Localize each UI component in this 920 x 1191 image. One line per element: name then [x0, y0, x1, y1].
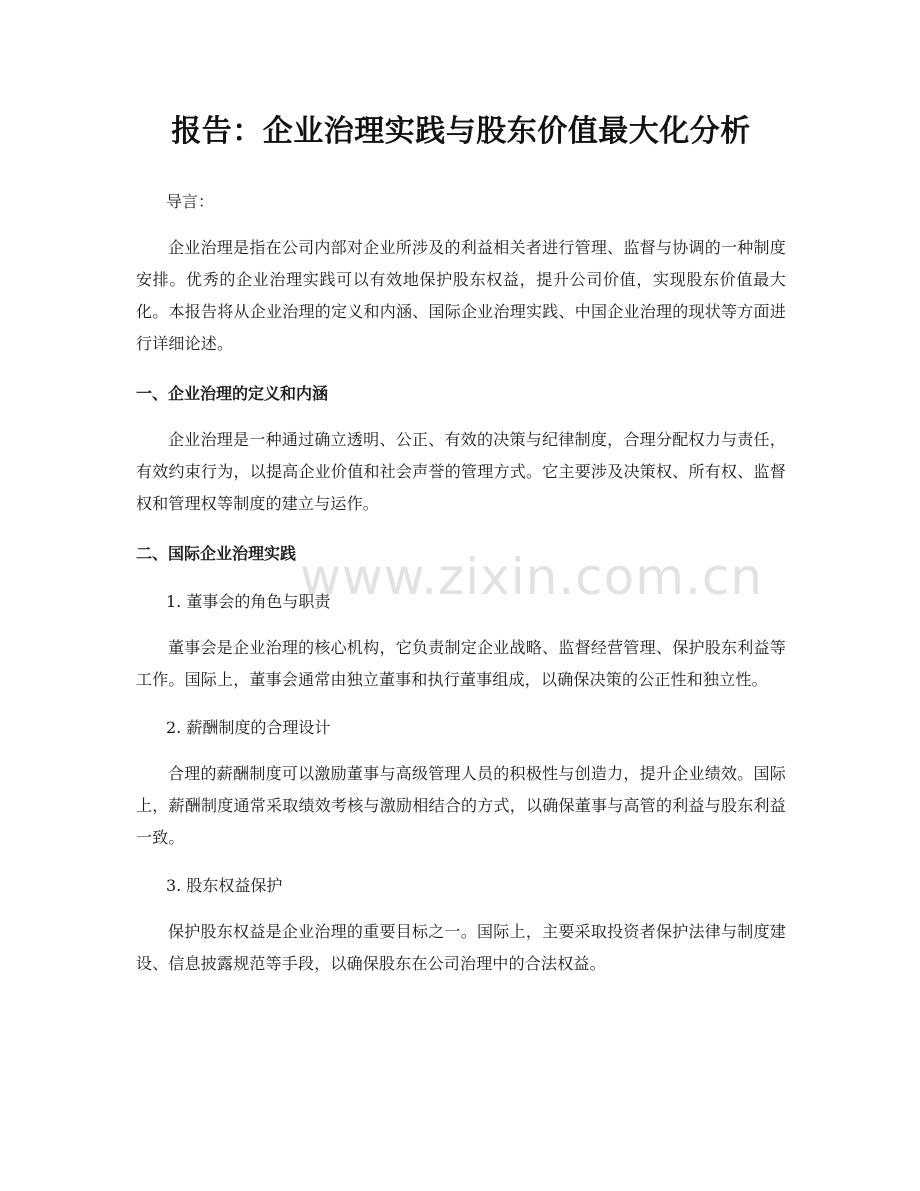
intro-label: 导言： — [166, 192, 215, 211]
section-1-paragraph: 企业治理是一种通过确立透明、公正、有效的决策与纪律制度，合理分配权力与责任，有效约束行为，以提高企业价值和社会声誉的管理方式。它主要涉及决策权、所有权、监督权和管理权等制度的建立与运作。 — [136, 430, 786, 513]
section-1-heading: 一、企业治理的定义和内涵 — [136, 384, 329, 403]
watermark-text: www.zixin.com.cn — [300, 548, 764, 606]
subsection-1-paragraph: 董事会是企业治理的核心机构，它负责制定企业战略、监督经营管理、保护股东利益等工作。国际上，董事会通常由独立董事和执行董事组成，以确保决策的公正性和独立性。 — [136, 638, 786, 689]
section-2-heading: 二、国际企业治理实践 — [136, 544, 297, 563]
subsection-3-paragraph: 保护股东权益是企业治理的重要目标之一。国际上，主要采取投资者保护法律与制度建设、信息披露规范等手段，以确保股东在公司治理中的合法权益。 — [136, 922, 786, 973]
subsection-2-title: 2. 薪酬制度的合理设计 — [166, 718, 331, 737]
subsection-2-paragraph: 合理的薪酬制度可以激励董事与高级管理人员的积极性与创造力，提升企业绩效。国际上，薪酬制度通常采取绩效考核与激励相结合的方式，以确保董事与高管的利益与股东利益一致。 — [136, 764, 786, 847]
intro-paragraph: 企业治理是指在公司内部对企业所涉及的利益相关者进行管理、监督与协调的一种制度安排。优秀的企业治理实践可以有效地保护股东权益，提升公司价值，实现股东价值最大化。本报告将从企业治理的定义和内涵、国际企业治理实践、中国企业治理的现状等方面进行详细论述。 — [136, 238, 786, 353]
document-title: 报告：企业治理实践与股东价值最大化分析 — [171, 114, 751, 149]
subsection-3-title: 3. 股东权益保护 — [166, 876, 283, 895]
subsection-1-title: 1. 董事会的角色与职责 — [166, 592, 331, 611]
document-page — [136, 0, 786, 980]
